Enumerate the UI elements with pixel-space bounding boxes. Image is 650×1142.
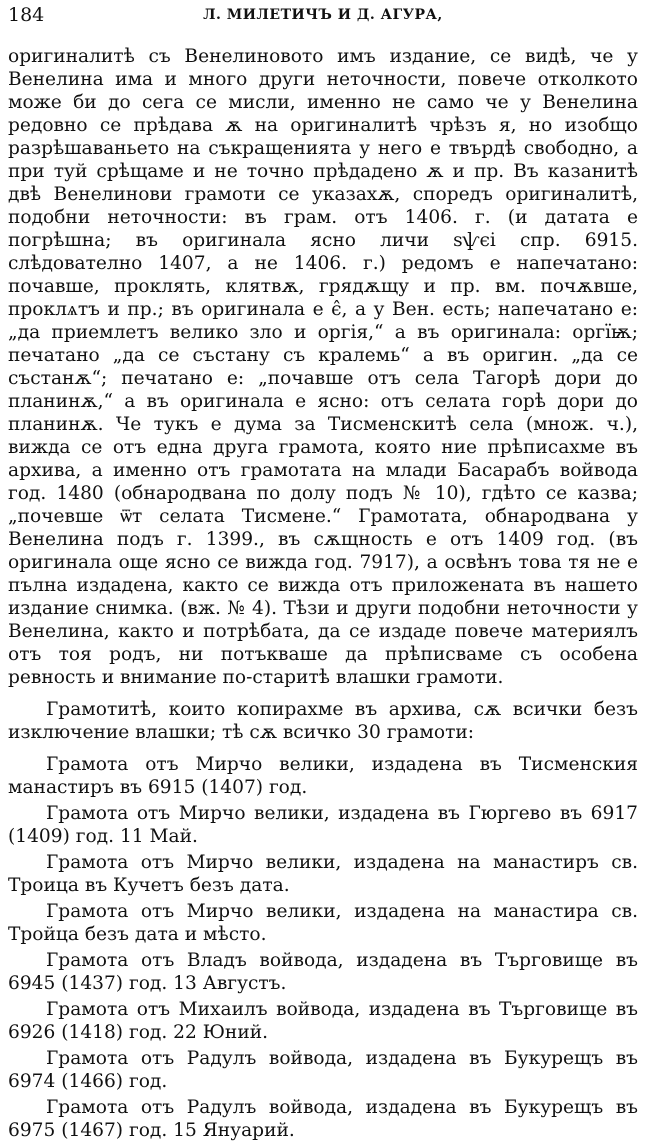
- charter-item: Грамота отъ Мирчо велики, издадена въ Тисменския манастиръ въ 6915 (1407) год.: [8, 754, 638, 798]
- intro-paragraph: Грамотитѣ, които копирахме въ архива, сѫ всички безъ изключение влашки; тѣ сѫ всичко 30 грамоти:: [8, 699, 638, 743]
- body-text: [8, 45, 638, 1142]
- charter-item: Грамота отъ Радулъ войвода, издадена въ Букурещъ въ 6975 (1467) год. 15 Януарий.: [8, 1097, 638, 1141]
- running-head: Л. МИЛЕТИЧЪ И Д. АГУРА,: [203, 7, 443, 23]
- charter-item: Грамота отъ Михаилъ войвода, издадена въ Търговище въ 6926 (1418) год. 22 Юний.: [8, 999, 638, 1043]
- charter-item: Грамота отъ Радулъ войвода, издадена въ Букурещъ въ 6974 (1466) год.: [8, 1048, 638, 1092]
- page-header: [8, 0, 638, 42]
- charter-list: [8, 753, 638, 1142]
- charter-item: Грамота отъ Мирчо велики, издадена на манастиръ св. Троица въ Кучетъ безъ дата.: [8, 852, 638, 896]
- charter-item: Грамота отъ Мирчо велики, издадена въ Гюргево въ 6917 (1409) год. 11 Май.: [8, 803, 638, 847]
- charter-item: Грамота отъ Владъ войвода, издадена въ Търговище въ 6945 (1437) год. 13 Августъ.: [8, 950, 638, 994]
- page-number: 184: [8, 4, 45, 26]
- page: [8, 0, 638, 1142]
- continuation-paragraph: оригиналитѣ съ Венелиновото имъ издание, се видѣ, че у Венелина има и много други неточности, повече отколкото може би до сега се мисли, именно не само че у Венелина редовно се прѣдава ѫ на оригиналитѣ чрѣзъ я, но изобщо разрѣшаваньето на съкращенията у него е твърдѣ свободно, а при туй срѣщаме и не точно прѣдадено ѫ и пр. Въ казанитѣ двѣ Венелинови грамоти се указахѫ, споредъ оригиналитѣ, подобни неточности: въ грам. отъ 1406. г. (и датата е погрѣшна; въ оригинала ясно личи ѕѱєі спр. 6915. слѣдователно 1407, а не 1406. г.) редомъ е напечатано: почавше, проклять, клятвѫ, грядѫщу и пр. вм. почѫвше, проклѧтъ и пр.; въ оригинала е є̂, а у Вен. есть; напечатано е: „да приемлетъ велико зло и оргія,“ а въ оригинала: оргїѭ; печатано „да се състану съ кралемь“ а въ оригин. „да се състанѫ“; печатано е: „почавше отъ села Тагорѣ дори до планинѫ,“ а въ оригинала е ясно: отъ селата горѣ дори до планинѫ. Че тукъ е дума за Тисменскитѣ села (множ. ч.), вижда се отъ една друга грамота, която ние прѣписахме въ архива, а именно отъ грамотата на млади Басарабъ войвода год. 1480 (обнародвана по долу подъ № 10), гдѣто се казва; „почевше ѿт селата Тисмене.“ Грамотата, обнародвана у Венелина подъ г. 1399., въ сѫщность е отъ 1409 год. (въ оригинала още ясно се вижда год. 7917), а освѣнъ това тя не е пълна издадена, както се вижда отъ приложената въ нашето издание снимка. (вж. № 4). Тѣзи и други подобни неточности у Венелина, както и потрѣбата, да се издаде повече материялъ отъ тоя родъ, ни потъкваше да прѣписваме съ особена ревность и внимание по-старитѣ влашки грамоти.: [8, 46, 638, 688]
- charter-item: Грамота отъ Мирчо велики, издадена на манастира св. Тройца безъ дата и мѣсто.: [8, 901, 638, 945]
